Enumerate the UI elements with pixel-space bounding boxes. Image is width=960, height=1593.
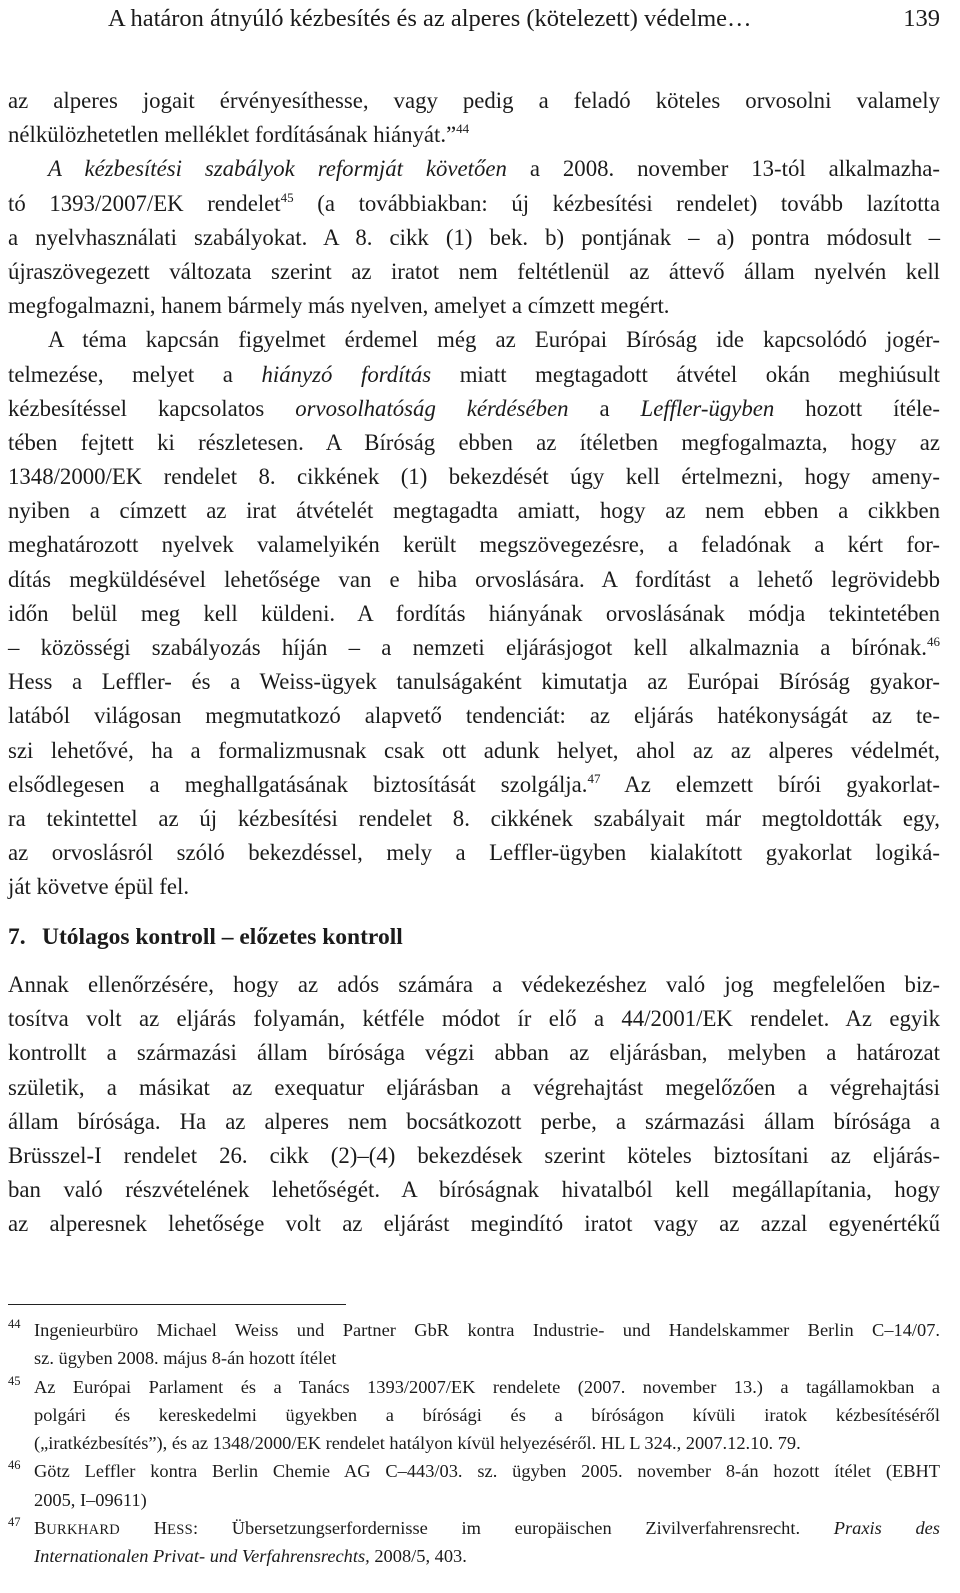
text-line: kontrollt a származási állam bírósága végzi abban az eljárásban, melyben a határozat [8, 1040, 940, 1066]
footnote-line: Ingenieurbüro Michael Weiss und Partner GbR kontra Industrie- und Handelskammer Berlin C–14/07. [34, 1320, 940, 1340]
text-line: ját követve épül fel. [8, 874, 190, 900]
footnote [8, 1373, 940, 1458]
footnote-line: 2005, I–09611) [34, 1489, 147, 1510]
journal-issue: 2008/5, 403. [374, 1546, 467, 1567]
section-title: Utólagos kontroll – előzetes kontroll [42, 924, 403, 950]
text-line: szi lehetővé, ha a formalizmusnak csak ott adunk helyet, ahol az az alperes védelmét, [8, 737, 940, 763]
text-line: megfogalmazni, hanem bármely más nyelven, amelyet a címzett megért. [8, 293, 670, 319]
journal-title: Internationalen Privat- und Verfahrensrechts, [34, 1546, 370, 1567]
text-line: ra tekintettel az új kézbesítési rendelet 8. cikkének szabályait már megtoldották egy, [8, 805, 940, 831]
text-line: az alperes jogait érvényesíthesse, vagy pedig a feladó köteles orvosolni valamely [8, 88, 940, 113]
text-line: az orvoslásról szóló bekezdéssel, mely a Leffler-ügyben kialakított gyakorlat logiká- [8, 840, 940, 866]
text-line: – közösségi szabályozás híján – a nemzeti eljárásjogot kell alkalmaznia a bírónak.$^{46}$ [8, 634, 940, 660]
footnote-line: Götz Leffler kontra Berlin Chemie AG C–443/03. sz. ügyben 2005. november 8-án hozott ítélet (EBHT [34, 1461, 940, 1482]
text-line: állam bírósága. Ha az alperes nem bocsátkozott perbe, a származási állam bírósága a [8, 1108, 940, 1134]
author-name: BURKHARD HESS [34, 1518, 193, 1539]
footnote-ref[interactable]: 45 [280, 189, 294, 205]
footnote-number: 47 [8, 1515, 21, 1530]
footnote-number: 44 [8, 1317, 21, 1331]
footnote [8, 1457, 940, 1514]
footnote-line [34, 1542, 940, 1570]
footnote-line: Az Európai Parlament és a Tanács 1393/2007/EK rendelete (2007. november 13.) a tagállamokban a [34, 1376, 940, 1397]
text-line: telmezése, melyet a hiányzó fordítás miatt megtagadott átvétel okán meghiúsult [8, 361, 940, 387]
footnote-number: 45 [8, 1373, 21, 1388]
footnote-ref[interactable]: 44 [456, 121, 470, 137]
work-title: : Übersetzungserfordernisse im europäischen Zivilverfahrensrecht. [192, 1518, 801, 1539]
text-line: Hess a Leffler- és a Weiss-ügyek tanulságaként kimutatja az Európai Bíróság gyakor- [8, 669, 940, 695]
text-line: 1348/2000/EK rendelet 8. cikkének (1) bekezdését úgy kell értelmezni, hogy ameny- [8, 464, 940, 490]
text-line: A téma kapcsán figyelmet érdemel még az Európai Bíróság ide kapcsolódó jogér- [48, 327, 940, 353]
text-line: időn belül meg kell küldeni. A fordítás hiányának orvoslásának módja tekintetében [8, 600, 940, 626]
text-line: meghatározott nyelvek valamelyikén került megszövegezésre, a feladónak a kért for- [8, 532, 940, 558]
text-line: latából világosan megmutatkozó alapvető tendenciát: az eljárás hatékonyságát az te- [8, 703, 940, 729]
text-line: nélkülözhetetlen melléklet fordításának hiányát.”$^{44}$ [8, 121, 470, 148]
text-line: ban való részvételének lehetőségét. A bíróságnak hivatalból kell megállapítania, hogy [8, 1177, 940, 1203]
footnote-line: („iratkézbesítés”), és az 1348/2000/EK rendelet hatályon kívül helyezéséről. HL L 324., 2007.12.10. 79. [34, 1433, 801, 1454]
text-line: Annak ellenőrzésére, hogy az adós számára a védekezéshez való jog megfelelően biz- [8, 972, 940, 997]
section-body-text [8, 968, 940, 1242]
footnote-line: sz. ügyben 2008. május 8-án hozott ítélet [34, 1348, 337, 1369]
text-line: az alperesnek lehetősége volt az eljárást megindító iratot vagy az azzal egyenértékű [8, 1211, 940, 1237]
footnote-ref[interactable]: 46 [927, 634, 940, 649]
text-line: tében fejtett ki részletesen. A Bíróság ebben az ítéletben megfogalmazta, hogy az [8, 429, 940, 455]
text-line: újraszövegezett változata szerint az iratot nem feltétlenül az áttevő állam nyelvén kell [8, 258, 940, 284]
text-line: a nyelvhasználati szabályokat. A 8. cikk (1) bek. b) pontjának – a) pontra módosult – [8, 224, 940, 250]
footnote-line: polgári és kereskedelmi ügyekben a bírósági és a bíróságon kívüli iratok kézbesítéséről [34, 1404, 940, 1425]
journal-title: Praxis des [833, 1518, 940, 1539]
text-line: kézbesítéssel kapcsolatos orvosolhatóság kérdésében a Leffler-ügyben hozott ítéle- [8, 395, 940, 421]
body-text [8, 84, 940, 905]
page-number: 139 [903, 5, 940, 32]
text-line: elsődlegesen a meghallgatásának biztosítását szolgálja.$^{47}$ Az elemzett bírói gyakorlat- [8, 770, 940, 797]
footnote [8, 1514, 940, 1571]
footnotes [8, 1316, 940, 1571]
text-line: A kézbesítési szabályok reformját követően a 2008. november 13-tól alkalmazha- [48, 156, 940, 182]
text-line: tó 1393/2007/EK rendelet$^{45}$ (a továbbiakban: új kézbesítési rendelet) tovább lazította [8, 189, 940, 216]
text-line: születik, a másikat az exequatur eljárásban a végrehajtást megelőzően a végrehajtási [8, 1074, 940, 1100]
footnote-number: 46 [8, 1458, 21, 1473]
text-line: nyiben a címzett az irat átvételét megtagadta amiatt, hogy az nem ebben a cikkben [8, 498, 940, 524]
section-number: 7. [8, 924, 26, 950]
running-header [108, 4, 940, 34]
section-heading [8, 920, 403, 954]
footnote-ref[interactable]: 47 [587, 770, 601, 786]
footnote-separator [8, 1304, 346, 1305]
text-line: Brüsszel-I rendelet 26. cikk (2)–(4) bekezdések szerint köteles biztosítani az eljárás- [8, 1142, 940, 1168]
footnote [8, 1316, 940, 1373]
text-line: dítás megküldésével lehetősége van e hiba orvoslására. A fordítást a lehető legrövidebb [8, 566, 940, 592]
header-title: A határon átnyúló kézbesítés és az alperes (kötelezett) védelme… [108, 5, 752, 32]
footnote-line [34, 1514, 940, 1542]
text-line: tosítva volt az eljárás folyamán, kétféle módot ír elő a 44/2001/EK rendelet. Az egyik [8, 1006, 940, 1032]
